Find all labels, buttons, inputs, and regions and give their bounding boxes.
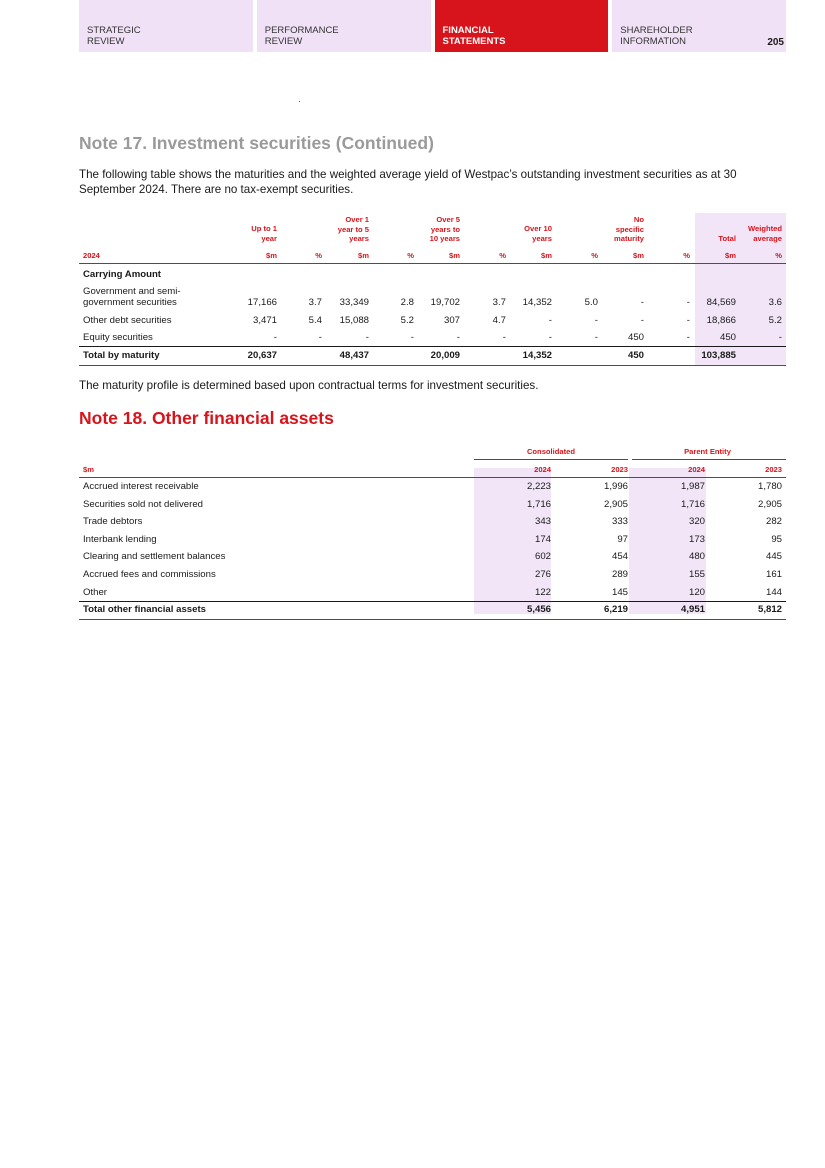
unit-sm: $m <box>266 251 277 260</box>
table-row <box>79 481 786 499</box>
year-header: 2024 <box>688 465 705 474</box>
note17-footnote: The maturity profile is determined based upon contractual terms for investment securities. <box>79 379 539 392</box>
cell: 173 <box>688 534 705 545</box>
cell: 18,866 <box>706 315 736 326</box>
total-rule-top <box>79 601 786 602</box>
cell: 1,780 <box>757 481 782 492</box>
cell: 3.7 <box>308 297 322 308</box>
total-cell: 5,456 <box>526 604 551 615</box>
year-header: 2024 <box>534 465 551 474</box>
col-head-up-to-1-year: Up to 1 year <box>251 224 277 243</box>
total-cell: 103,885 <box>701 350 736 361</box>
col-head-total: Total <box>718 234 736 243</box>
cell: 5.4 <box>308 315 322 326</box>
cell: 174 <box>534 534 551 545</box>
section-label: Carrying Amount <box>83 269 161 280</box>
row-label: Other <box>83 587 107 598</box>
cell: 15,088 <box>339 315 369 326</box>
cell: 343 <box>534 516 551 527</box>
cell: 480 <box>688 551 705 562</box>
cell: 2,905 <box>757 499 782 510</box>
cell: - <box>548 315 552 326</box>
note17-intro: The following table shows the maturities and the weighted average yield of Westpac’s outstanding investment securities as at 30 September 2024. There are no tax-exempt securities. <box>79 168 737 196</box>
cell: - <box>365 332 369 343</box>
cell: - <box>502 332 506 343</box>
col-head-over-1-to-5: Over 1 year to 5 years <box>337 215 369 243</box>
header-rule <box>79 477 786 478</box>
cell: 2.8 <box>400 297 414 308</box>
unit-sm: $m <box>725 251 736 260</box>
cell: 276 <box>534 569 551 580</box>
table-row <box>79 551 786 569</box>
row-label: Other debt securities <box>83 315 172 326</box>
cell: 17,166 <box>247 297 277 308</box>
cell: 155 <box>688 569 705 580</box>
total-label: Total by maturity <box>83 350 160 361</box>
cell: 2,223 <box>526 481 551 492</box>
unit-pct: % <box>683 251 690 260</box>
unit-pct: % <box>499 251 506 260</box>
cell: 289 <box>611 569 628 580</box>
cell: 1,996 <box>603 481 628 492</box>
cell: 161 <box>765 569 782 580</box>
col-head-no-specific-maturity: No specific maturity <box>614 215 644 243</box>
unit-sm: $m <box>358 251 369 260</box>
cell: 144 <box>765 587 782 598</box>
unit-pct: % <box>775 251 782 260</box>
row-label: Accrued fees and commissions <box>83 569 216 580</box>
cell: 5.2 <box>768 315 782 326</box>
unit-pct: % <box>407 251 414 260</box>
cell: 3,471 <box>252 315 277 326</box>
cell: - <box>686 332 690 343</box>
cell: 1,716 <box>680 499 705 510</box>
tab-label-line2: REVIEW <box>264 36 303 47</box>
total-cell: 20,009 <box>430 350 460 361</box>
header-rule <box>79 263 786 264</box>
page-number: 205 <box>767 37 784 48</box>
cell: 1,987 <box>680 481 705 492</box>
col-head-year: 2024 <box>83 251 100 260</box>
total-cell: 20,637 <box>247 350 277 361</box>
total-rule-bottom <box>79 365 786 366</box>
tab-label-line1: STRATEGIC <box>87 25 141 36</box>
cell: 84,569 <box>706 297 736 308</box>
cell: - <box>778 332 782 343</box>
table-row <box>79 499 786 517</box>
group-underline <box>474 459 628 460</box>
cell: - <box>410 332 414 343</box>
cell: 4.7 <box>492 315 506 326</box>
cell: 97 <box>617 534 628 545</box>
cell: 5.2 <box>400 315 414 326</box>
tab-strategic-review[interactable] <box>79 0 253 52</box>
cell: 320 <box>688 516 705 527</box>
total-label: Total other financial assets <box>83 604 206 615</box>
cell: 95 <box>771 534 782 545</box>
cell: 2,905 <box>603 499 628 510</box>
stray-dot <box>299 101 300 102</box>
cell: 3.7 <box>492 297 506 308</box>
unit-sm: $m <box>449 251 460 260</box>
total-cell: 48,437 <box>339 350 369 361</box>
row-label: Clearing and settlement balances <box>83 551 226 562</box>
unit-label: $m <box>83 465 94 474</box>
row-label: Equity securities <box>83 332 153 343</box>
cell: - <box>686 297 690 308</box>
tab-label-line2: STATEMENTS <box>442 36 506 47</box>
cell: 454 <box>611 551 628 562</box>
cell: 33,349 <box>339 297 369 308</box>
cell: - <box>640 297 644 308</box>
row-label: Interbank lending <box>83 534 157 545</box>
cell: 3.6 <box>768 297 782 308</box>
cell: 450 <box>719 332 736 343</box>
row-label: Securities sold not delivered <box>83 499 203 510</box>
col-head-weighted-average: Weighted average <box>747 224 782 243</box>
unit-sm: $m <box>541 251 552 260</box>
tab-label-line1: PERFORMANCE <box>264 25 339 36</box>
cell: 602 <box>534 551 551 562</box>
cell: - <box>594 332 598 343</box>
total-cell: 450 <box>627 350 644 361</box>
group-underline <box>632 459 786 460</box>
total-rule-top <box>79 346 786 347</box>
cell: 5.0 <box>584 297 598 308</box>
row-label: Government and semi- government securities <box>83 286 181 308</box>
row-label: Trade debtors <box>83 516 143 527</box>
col-head-over-10: Over 10 years <box>524 224 552 243</box>
cell: 1,716 <box>526 499 551 510</box>
tab-label-line1: FINANCIAL <box>442 25 494 36</box>
table-row <box>79 534 786 552</box>
cell: 120 <box>688 587 705 598</box>
cell: - <box>686 315 690 326</box>
cell: 282 <box>765 516 782 527</box>
cell: 145 <box>611 587 628 598</box>
group-consolidated: Consolidated <box>526 447 576 456</box>
col-head-over-5-to-10: Over 5 years to 10 years <box>429 215 460 243</box>
total-cell: 14,352 <box>522 350 552 361</box>
cell: 445 <box>765 551 782 562</box>
cell: 19,702 <box>430 297 460 308</box>
year-header: 2023 <box>765 465 782 474</box>
cell: - <box>456 332 460 343</box>
tab-financial-statements[interactable] <box>435 0 609 52</box>
cell: 307 <box>443 315 460 326</box>
total-cell: 5,812 <box>757 604 782 615</box>
row-label: Accrued interest receivable <box>83 481 199 492</box>
cell: 14,352 <box>522 297 552 308</box>
section-nav <box>79 0 786 52</box>
cell: - <box>273 332 277 343</box>
cell: 122 <box>534 587 551 598</box>
table-row <box>79 569 786 587</box>
unit-pct: % <box>315 251 322 260</box>
cell: 450 <box>627 332 644 343</box>
total-rule-bottom <box>79 619 786 620</box>
cell: - <box>640 315 644 326</box>
tab-label-line1: SHAREHOLDER <box>620 25 693 36</box>
table-row <box>79 516 786 534</box>
tab-shareholder-information[interactable] <box>612 0 786 52</box>
unit-pct: % <box>591 251 598 260</box>
unit-sm: $m <box>633 251 644 260</box>
cell: - <box>594 315 598 326</box>
cell: - <box>318 332 322 343</box>
group-parent-entity: Parent Entity <box>684 447 731 456</box>
note18-title: Note 18. Other financial assets <box>79 408 334 428</box>
total-cell: 4,951 <box>680 604 705 615</box>
note17-title: Note 17. Investment securities (Continued) <box>79 133 434 153</box>
total-cell: 6,219 <box>603 604 628 615</box>
tab-label-line2: INFORMATION <box>620 36 687 47</box>
tab-performance-review[interactable] <box>257 0 431 52</box>
year-header: 2023 <box>611 465 628 474</box>
cell: - <box>548 332 552 343</box>
tab-label-line2: REVIEW <box>87 36 125 47</box>
cell: 333 <box>611 516 628 527</box>
